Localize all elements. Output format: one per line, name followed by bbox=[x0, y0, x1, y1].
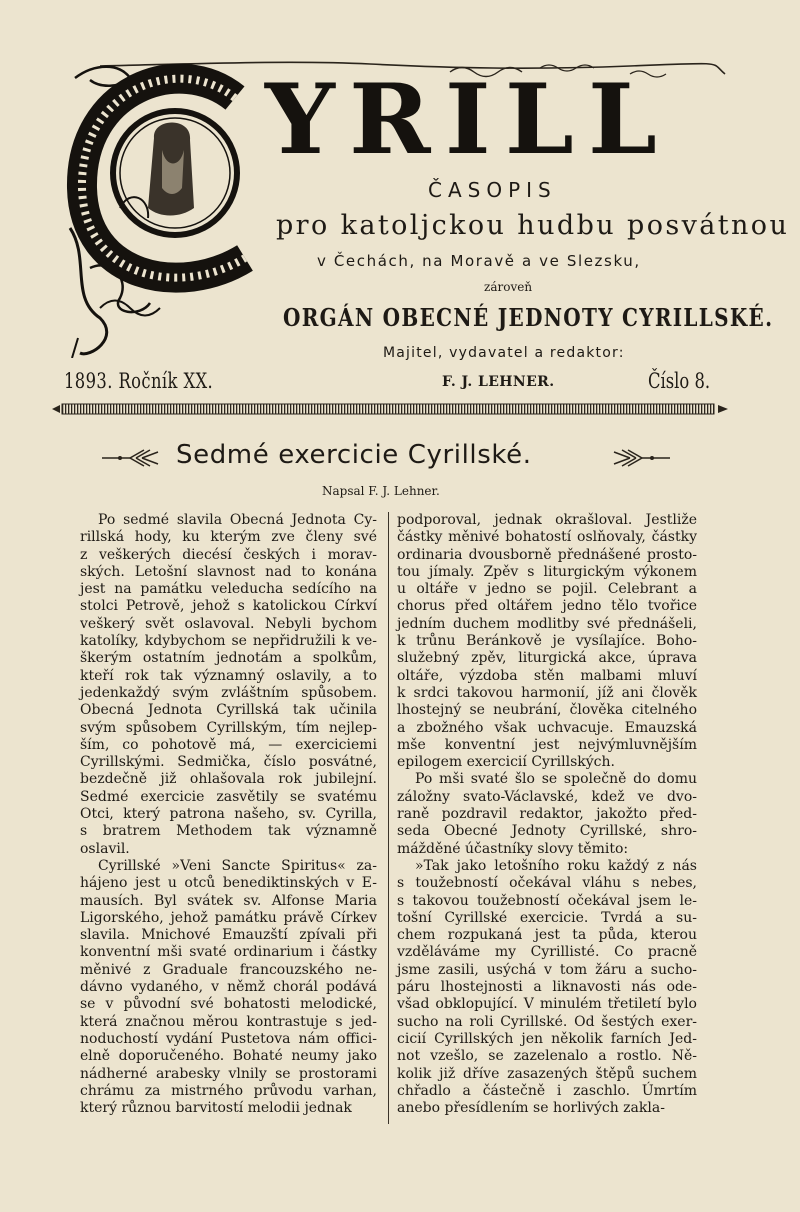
text-line: k srdci takovou harmonií, jíž ani člověk bbox=[397, 684, 697, 701]
text-line: jsme zasili, usýchá v tom žáru a sucho- bbox=[397, 961, 697, 978]
zaroven-text: zároveň bbox=[484, 280, 533, 294]
text-line: chorus před oltářem jedno tělo tvořice bbox=[397, 598, 697, 615]
text-line: z veškerých diecésí českých i morav- bbox=[80, 546, 377, 563]
text-line: raně pozdravil redaktor, jakožto před- bbox=[397, 806, 697, 823]
text-line: a zbožného však uchvacuje. Emauzská bbox=[397, 719, 697, 736]
text-line: chrámu za mistrného průvodu varhan, bbox=[80, 1082, 377, 1099]
text-line: s takovou toužebností očekával jsem le- bbox=[397, 892, 697, 909]
journal-title: YRILL bbox=[265, 63, 672, 176]
subtitle-casopis: ČASOPIS bbox=[428, 178, 557, 202]
text-line: seda Obecné Jednoty Cyrillské, shro- bbox=[397, 823, 697, 840]
text-line: páru lhostejnosti a liknavosti nás ode- bbox=[397, 979, 697, 996]
decorative-rule-bar bbox=[50, 402, 730, 416]
text-line: anebo přesídlením se horlivých zakla- bbox=[397, 1100, 665, 1117]
text-line: tošní Cyrillské exercicie. Tvrdá a su- bbox=[397, 909, 697, 926]
text-line: hájeno jest u otců benediktinských v E- bbox=[80, 875, 377, 892]
text-line: mážděné účastníky slovy těmito: bbox=[397, 840, 629, 857]
text-line: svým spůsobem Cyrillským, tím nejlep- bbox=[80, 719, 377, 736]
text-line: oltáře, výzdoba stěn malbami mluví bbox=[397, 667, 697, 684]
heading-ornament-left bbox=[100, 446, 166, 470]
text-line: Ligorského, jehož památku právě Církev bbox=[80, 909, 377, 926]
text-line: Sedmé exercicie zasvětily se svatému bbox=[80, 788, 377, 805]
article-column-left bbox=[80, 512, 377, 1117]
text-line: kteří rok tak významný oslavily, a to bbox=[80, 667, 377, 684]
text-line: cicií Cyrillských jen několik farních Jed- bbox=[397, 1030, 697, 1047]
text-line: bezdečně již ohlašovala rok jubilejní. bbox=[80, 771, 377, 788]
text-line: který různou barvitostí melodii jednak bbox=[80, 1100, 352, 1117]
text-line: Cyrillské »Veni Sancte Spiritus« za- bbox=[98, 857, 377, 874]
text-line: »Tak jako letošního roku každý z nás bbox=[415, 857, 697, 874]
text-line: Po sedmé slavila Obecná Jednota Cy- bbox=[98, 512, 377, 528]
ornate-initial-c-portrait bbox=[60, 58, 260, 358]
text-line: mausích. Byl svátek sv. Alfonse Maria bbox=[80, 892, 377, 909]
text-line: částky měnivé bohatostí oslňovaly, částky bbox=[397, 529, 697, 546]
text-line: škerým ostatním jednotám a spolkům, bbox=[80, 650, 377, 667]
text-line: která značnou měrou kontrastuje s jed- bbox=[80, 1013, 377, 1030]
subtitle-description: pro katoljckou hudbu posvátnou bbox=[276, 210, 790, 241]
text-line: ším, co pohotově má, — exerciciemi bbox=[80, 736, 377, 753]
text-line: ských. Letošní slavnost nad to konána bbox=[80, 563, 377, 580]
text-line: služebný zpěv, liturgická akce, úprava bbox=[397, 650, 697, 667]
text-line: Obecná Jednota Cyrillská tak učinila bbox=[80, 702, 377, 719]
text-line: ordinaria dvousborně přednášené prosto- bbox=[397, 546, 697, 563]
text-line: veškerý svět oslavoval. Nebyli bychom bbox=[80, 615, 377, 632]
text-line: epilogem exercicií Cyrillských. bbox=[397, 754, 615, 771]
text-line: vzděláváme my Cyrillisté. Co pracně bbox=[397, 944, 697, 961]
text-line: konventní mši svaté ordinarium i částky bbox=[80, 944, 377, 961]
text-line: mše konventní jest nejvýmluvnějším bbox=[397, 736, 697, 753]
text-line: měnivé z Graduale francouzského ne- bbox=[80, 961, 377, 978]
article-column-right bbox=[397, 512, 697, 1117]
text-line: dávno vydaného, v němž chorál podává bbox=[80, 979, 377, 996]
text-line: jedním duchem modlitby své přednášeli, bbox=[397, 615, 697, 632]
text-line: noduchostí vydání Pustetova nám offici- bbox=[80, 1030, 377, 1047]
text-line: tou jímaly. Zpěv s liturgickým výkonem bbox=[397, 563, 697, 580]
text-line: kolik již dříve zasazených štěpů suchem bbox=[397, 1065, 697, 1082]
text-line: podporoval, jednak okrašloval. Jestliže bbox=[397, 512, 697, 528]
text-line: Po mši svaté šlo se společně do domu bbox=[415, 771, 697, 788]
text-line: všad obklopující. V minulém třetiletí bylo bbox=[397, 996, 697, 1013]
owner-label: Majitel, vydavatel a redaktor: bbox=[383, 345, 625, 361]
text-line: s bratrem Methodem tak významně bbox=[80, 823, 377, 840]
text-line: chřadlo a částečně i zaschlo. Úmrtím bbox=[397, 1082, 697, 1099]
text-line: jedenkaždý svým zvláštním spůsobem. bbox=[80, 684, 377, 701]
text-line: Cyrillskými. Sedmička, číslo posvátné, bbox=[80, 754, 377, 771]
region-line: v Čechách, na Moravě a ve Slezsku, bbox=[317, 252, 641, 270]
text-line: stolci Petrově, jehož s katolickou Církví bbox=[80, 598, 377, 615]
text-line: u oltáře v jedno se pojil. Celebrant a bbox=[397, 581, 697, 598]
text-line: oslavil. bbox=[80, 840, 130, 857]
text-line: rillská hody, ku kterým zve členy své bbox=[80, 529, 377, 546]
text-line: sucho na roli Cyrillské. Od šestých exer- bbox=[397, 1013, 697, 1030]
text-line: Otci, který patrona našeho, sv. Cyrilla, bbox=[80, 806, 377, 823]
column-divider bbox=[388, 512, 389, 1124]
article-byline: Napsal F. J. Lehner. bbox=[322, 484, 440, 498]
year-volume: 1893. Ročník XX. bbox=[64, 369, 214, 393]
text-line: s toužebností očekával vláhu s nebes, bbox=[397, 875, 697, 892]
heading-ornament-right bbox=[606, 446, 672, 470]
text-line: not vzešlo, se zazelenalo a rostlo. Ně- bbox=[397, 1048, 697, 1065]
article-title: Sedmé exercicie Cyrillské. bbox=[176, 440, 532, 470]
organ-line: ORGÁN OBECNÉ JEDNOTY CYRILLSKÉ. bbox=[283, 303, 774, 332]
text-line: nádherné arabesky vlnily se prostorami bbox=[80, 1065, 377, 1082]
text-line: slavila. Mnichové Emauzští zpívali při bbox=[80, 927, 377, 944]
text-line: elně doporučeného. Bohaté neumy jako bbox=[80, 1048, 377, 1065]
text-line: chem rozpukaná jest ta půda, kterou bbox=[397, 927, 697, 944]
editor-name: F. J. LEHNER. bbox=[442, 374, 555, 390]
text-line: se v původní své bohatosti melodické, bbox=[80, 996, 377, 1013]
text-line: záložny svato-Václavské, kdež ve dvo- bbox=[397, 788, 697, 805]
text-line: katolíky, kdybychom se nepřidružili k ve- bbox=[80, 633, 377, 650]
text-line: k trůnu Beránkově je vysílajíce. Boho- bbox=[397, 633, 697, 650]
text-line: lhostejný se neubrání, člověka citelného bbox=[397, 702, 697, 719]
issue-number: Číslo 8. bbox=[648, 369, 711, 393]
text-line: jest na památku veleducha sedícího na bbox=[80, 581, 377, 598]
